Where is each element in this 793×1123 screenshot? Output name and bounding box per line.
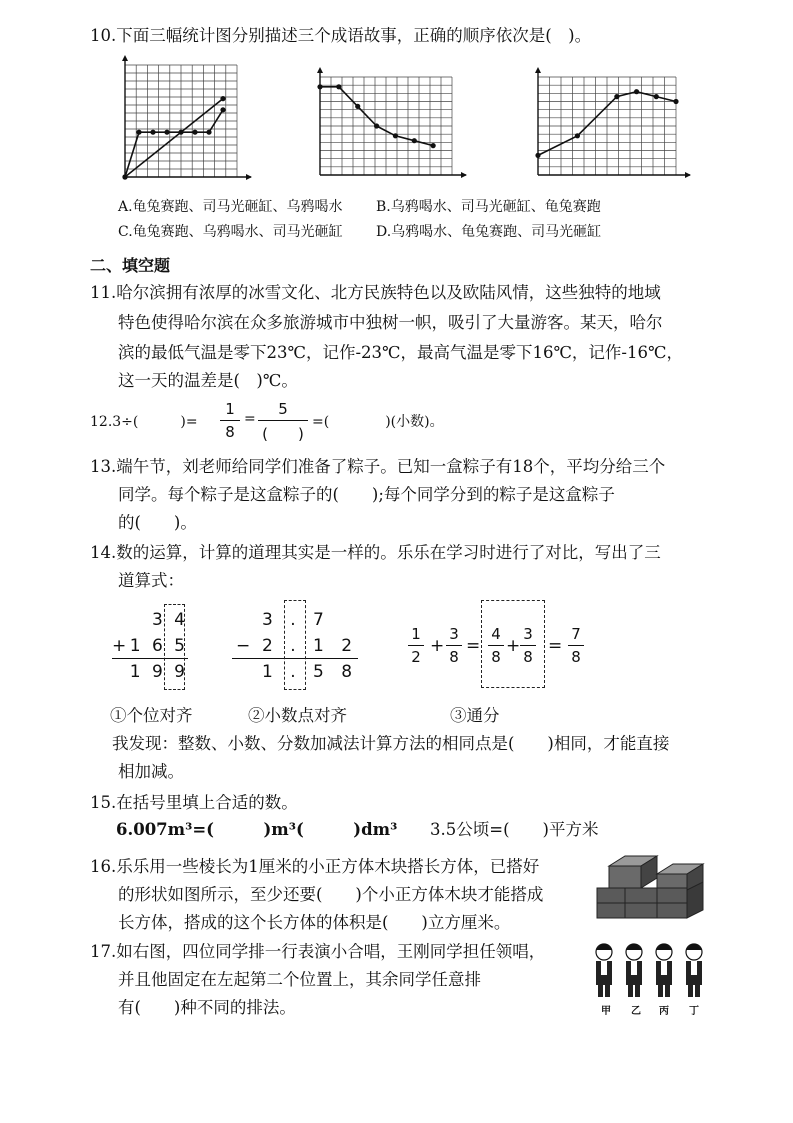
calc3-plus-1: + bbox=[430, 636, 445, 656]
calc3-dashed-box bbox=[481, 600, 545, 688]
chart-1 bbox=[115, 55, 255, 185]
q15-part-2: 3.5公顷=( )平方米 bbox=[430, 820, 599, 839]
calc3-a-num: 1 bbox=[411, 625, 421, 643]
q14-finding-1: 我发现：整数、小数、分数加减法计算方法的相同点是( )相同，才能直接 bbox=[112, 734, 670, 753]
q13-line-2: 同学。每个粽子是这盒粽子的( );每个同学分到的粽子是这盒粽子 bbox=[118, 485, 615, 504]
chart-2-point bbox=[393, 133, 398, 138]
q10-option-a: A.龟兔赛跑、司马光砸缸、乌鸦喝水 bbox=[118, 199, 343, 215]
chart-1-series-2 bbox=[125, 99, 223, 177]
q16-line-2: 的形状如图所示，至少还要( )个小正方体木块才能搭成 bbox=[118, 885, 544, 904]
chart-2-axes bbox=[317, 67, 467, 178]
q12-frac1-num: 1 bbox=[225, 400, 235, 418]
chart-1-point bbox=[150, 130, 155, 135]
q11-line-2: 特色使得哈尔滨在众多旅游城市中独树一帜，吸引了大量游客。某天，哈尔 bbox=[118, 313, 663, 332]
calc2-row1: 3 . 7 bbox=[262, 610, 330, 630]
q16-line-3: 长方体，搭成的这个长方体的体积是( )立方厘米。 bbox=[118, 913, 511, 932]
q11-line-1: 11.哈尔滨拥有浓厚的冰雪文化、北方民族特色以及欧陆风情，这些独特的地域 bbox=[90, 283, 661, 302]
chart-2-point bbox=[412, 138, 417, 143]
calc3-b-den: 8 bbox=[449, 648, 459, 666]
chart-1-point bbox=[164, 130, 169, 135]
chart-2-point bbox=[431, 143, 436, 148]
calc3-eq-1: = bbox=[466, 636, 481, 656]
chart-1-point bbox=[136, 130, 141, 135]
q14-line-2: 道算式： bbox=[118, 571, 184, 590]
label-2: ②小数点对齐 bbox=[248, 706, 347, 725]
chart-3-point bbox=[634, 89, 639, 94]
q14-line-1: 14.数的运算，计算的道理其实是一样的。乐乐在学习时进行了对比，写出了三 bbox=[90, 543, 661, 562]
q12-frac-2 bbox=[258, 400, 308, 444]
q10-stem: 10.下面三幅统计图分别描述三个成语故事，正确的顺序依次是( )。 bbox=[90, 26, 592, 45]
chart-3-axes bbox=[535, 67, 691, 178]
calc2-op: − bbox=[236, 636, 251, 656]
calc3-frac-e bbox=[568, 625, 584, 666]
chart-3-point bbox=[614, 94, 619, 99]
chart-3-point bbox=[673, 99, 678, 104]
q15-stem: 15.在括号里填上合适的数。 bbox=[90, 793, 298, 812]
calc3-e-den: 8 bbox=[571, 648, 581, 666]
calc3-a-den: 2 bbox=[411, 648, 421, 666]
singer-name-1: 甲 bbox=[601, 1006, 611, 1017]
q12-eq: = bbox=[244, 411, 256, 427]
q12-frac2-num: 5 bbox=[278, 400, 288, 418]
q12-frac1-den: 8 bbox=[225, 423, 235, 441]
calc2-row2: 2 . 1 2 bbox=[262, 636, 359, 656]
singer-2 bbox=[626, 944, 642, 997]
q12-frac-1 bbox=[220, 400, 240, 441]
chart-2-series-1 bbox=[320, 87, 433, 146]
chart-1-point bbox=[122, 174, 127, 179]
q13-line-3: 的( )。 bbox=[118, 513, 197, 532]
chart-2-grid bbox=[320, 77, 452, 175]
calc3-eq-2: = bbox=[548, 636, 563, 656]
calc3-c-den: 8 bbox=[491, 648, 501, 666]
chart-1-point bbox=[206, 130, 211, 135]
chart-2-point bbox=[374, 123, 379, 128]
q10-option-b: B.乌鸦喝水、司马光砸缸、龟兔赛跑 bbox=[376, 199, 601, 215]
q13-line-1: 13.端午节，刘老师给同学们准备了粽子。已知一盒粽子有18个，平均分给三个 bbox=[90, 457, 666, 476]
calc1-op: + bbox=[112, 636, 127, 656]
cube-figure bbox=[595, 852, 705, 924]
q16-line-1: 16.乐乐用一些棱长为1厘米的小正方体木块搭长方体，已搭好 bbox=[90, 857, 540, 876]
singer-name-3: 丙 bbox=[659, 1006, 669, 1017]
q11-line-4: 这一天的温差是( )℃。 bbox=[118, 371, 298, 390]
chart-3-point bbox=[575, 133, 580, 138]
calc3-frac-b bbox=[446, 625, 462, 666]
chart-3-grid bbox=[538, 77, 676, 175]
calc2-dashed-box bbox=[284, 600, 306, 690]
q12-prefix: 12.3÷( )= bbox=[90, 414, 198, 430]
singer-4 bbox=[686, 944, 702, 997]
calc3-c-num: 4 bbox=[491, 625, 501, 643]
chart-2-point bbox=[355, 104, 360, 109]
calc3-frac-a bbox=[408, 625, 424, 666]
chart-2-point bbox=[317, 84, 322, 89]
q15-part-1: 6.007m³=( )m³( )dm³ bbox=[116, 820, 398, 839]
calc1-row2: 1 6 5 bbox=[129, 636, 188, 656]
q12-frac2-den: ( ) bbox=[262, 425, 304, 443]
calc1-dashed-box bbox=[164, 604, 185, 690]
q17-line-2: 并且他固定在左起第二个位置上，其余同学任意排 bbox=[118, 970, 481, 989]
q17-line-1: 17.如右图，四位同学排一行表演小合唱，王刚同学担任领唱， bbox=[90, 942, 546, 961]
q11-line-3: 滨的最低气温是零下23℃，记作-23℃，最高气温是零下16℃，记作-16℃， bbox=[118, 343, 683, 362]
section-title: 二、填空题 bbox=[90, 256, 171, 275]
calc3-plus-2: + bbox=[506, 636, 521, 656]
chart-1-series-1 bbox=[125, 110, 223, 177]
calc3-e-num: 7 bbox=[571, 625, 581, 643]
label-1: ①个位对齐 bbox=[110, 706, 193, 725]
singer-name-4: 丁 bbox=[689, 1006, 699, 1017]
q17-line-3: 有( )种不同的排法。 bbox=[118, 998, 296, 1017]
q14-finding-2: 相加减。 bbox=[118, 762, 184, 781]
calc3-d-den: 8 bbox=[523, 648, 533, 666]
chart-1-point bbox=[192, 130, 197, 135]
chart-1-point bbox=[220, 96, 225, 101]
q10-option-c: C.龟兔赛跑、乌鸦喝水、司马光砸缸 bbox=[118, 224, 343, 240]
q12-suffix: =( )(小数)。 bbox=[312, 414, 444, 430]
q10-option-d: D.乌鸦喝水、龟兔赛跑、司马光砸缸 bbox=[376, 224, 602, 240]
chart-3-point bbox=[535, 153, 540, 158]
chart-3-point bbox=[654, 94, 659, 99]
calc3-d-num: 3 bbox=[523, 625, 533, 643]
calc1-row3: 1 9 9 bbox=[129, 662, 188, 682]
calc2-row3: 1 . 5 8 bbox=[262, 662, 359, 682]
chart-3 bbox=[528, 55, 693, 185]
chart-2 bbox=[310, 55, 470, 185]
calc1-row1: 3 4 bbox=[151, 610, 188, 630]
chart-1-point bbox=[220, 107, 225, 112]
singer-name-2: 乙 bbox=[631, 1006, 641, 1017]
chart-1-grid bbox=[125, 65, 237, 177]
chart-2-point bbox=[336, 84, 341, 89]
calc3-b-num: 3 bbox=[449, 625, 459, 643]
singer-3 bbox=[656, 944, 672, 997]
label-3: ③通分 bbox=[450, 706, 500, 725]
singer-1 bbox=[596, 944, 612, 997]
